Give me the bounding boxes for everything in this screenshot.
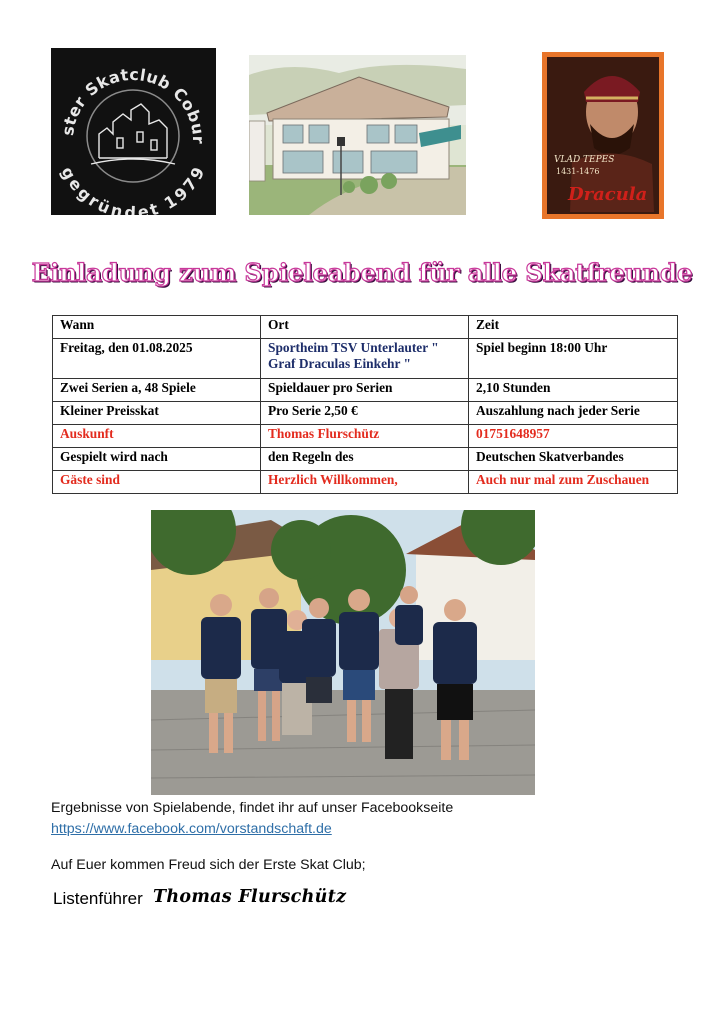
poster-name: VLAD TEPES [554, 155, 615, 165]
cell-preisskat: Kleiner Preisskat [53, 402, 261, 425]
club-logo [51, 48, 216, 215]
table-row [53, 402, 678, 425]
closing-text: Auf Euer kommen Freud sich der Erste Skat Club; [51, 857, 366, 873]
table-row [53, 379, 678, 402]
cell-date: Freitag, den 01.08.2025 [53, 339, 261, 379]
header-zeit: Zeit [469, 316, 678, 339]
header-wann: Wann [53, 316, 261, 339]
page-title: Einladung zum Spieleabend für alle Skatfreunde [31, 258, 693, 287]
signer-label: Listenführer [53, 889, 143, 908]
cell-rules-1: Gespielt wird nach [53, 448, 261, 471]
sportheim-building-image [249, 55, 466, 215]
svg-text:gegründet 1979 [57, 164, 208, 215]
cell-auskunft: Auskunft [53, 425, 261, 448]
table-row [53, 448, 678, 471]
cell-guests-1: Gäste sind [53, 471, 261, 494]
table-header-row [53, 316, 678, 339]
header-ort: Ort [261, 316, 469, 339]
table-row [53, 339, 678, 379]
results-note: Ergebnisse von Spielabende, findet ihr auf unser Facebookseite [51, 800, 454, 816]
castle-icon [91, 104, 175, 164]
group-photo [151, 510, 535, 795]
logo-text-bottom: gegründet 1979 [57, 163, 209, 215]
table-row [53, 425, 678, 448]
cell-location: Sportheim TSV Unterlauter " Graf Draculas Einkehr " [261, 339, 469, 379]
cell-phone: 01751648957 [469, 425, 678, 448]
signature: Thomas Flurschütz [153, 887, 347, 907]
poster-brand: Dracula [568, 184, 648, 205]
cell-duration-value: 2,10 Stunden [469, 379, 678, 402]
cell-price: Pro Serie 2,50 € [261, 402, 469, 425]
cell-guests-2: Herzlich Willkommen, [261, 471, 469, 494]
cell-series: Zwei Serien a, 48 Spiele [53, 379, 261, 402]
cell-contact-name: Thomas Flurschütz [261, 425, 469, 448]
cell-guests-3: Auch nur mal zum Zuschauen [469, 471, 678, 494]
svg-text:Erster Skatclub Coburg [51, 48, 208, 144]
event-info-table [52, 315, 678, 494]
cell-rules-3: Deutschen Skatverbandes [469, 448, 678, 471]
cell-duration-label: Spieldauer pro Serien [261, 379, 469, 402]
logo-text-top: ster Skatclub Cobur [58, 64, 209, 145]
cell-start-time: Spiel beginn 18:00 Uhr [469, 339, 678, 379]
poster-years: 1431-1476 [556, 167, 600, 176]
table-row [53, 471, 678, 494]
cell-payout: Auszahlung nach jeder Serie [469, 402, 678, 425]
facebook-link[interactable]: https://www.facebook.com/vorstandschaft.de [51, 821, 332, 837]
dracula-poster-image [542, 52, 664, 219]
cell-rules-2: den Regeln des [261, 448, 469, 471]
